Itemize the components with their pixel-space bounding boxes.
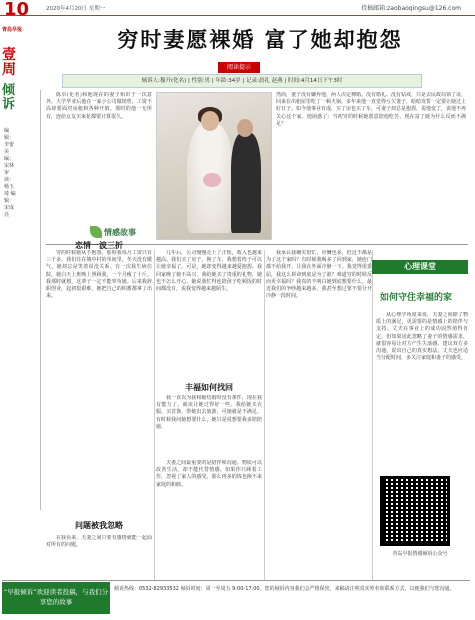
body-column-3 [266,250,372,550]
body-paragraph: 在我看来，夫妻之间只要有感情就能一起面对所有的问题。 [46,535,152,549]
heart-paragraph: 从心理学角度来说，夫妻之间除了物质上的满足，更需要的是情感上的陪伴与支持。丈夫在事业上的成功固然值得肯定，但如果因此忽略了妻子的情感需求，就很容易让对方产生失落感。建议双方多沟通，说出自己的真实想法，丈夫也应适当分配时间，多关注家庭和妻子的感受。 [376,312,468,362]
emotion-story-badge [90,226,152,238]
bottom-divider [2,580,470,581]
left-column [2,18,42,608]
heart-column [376,312,468,472]
qr-code[interactable] [380,476,450,546]
body-column-2c [156,460,262,555]
bottom-promo: “早报倾诉”欢迎读者投稿，与我们分享您的故事 [2,582,110,614]
section-subtitle: 倾诉 [2,83,16,112]
intro-column [46,92,152,222]
groom-head [237,119,253,137]
heading-story: 恋情一波三折 [75,241,123,250]
body-column-1 [46,250,152,510]
column-rule [372,250,373,580]
date-line: 2020年4月20日 星期一 [46,6,106,12]
body-paragraph: 几年后，公司慢慢走上了正轨，收入也越来越高。我们买了房子，换了车，我想着终于可以让她享福了。可是，她却变得越来越爱抱怨。我回家晚了她不高兴，我给她买了贵重的礼物，她也不怎么开心。她说我忙得连陪孩子吃顿饭的时间都没有，说我变得越来越陌生。 [156,250,262,293]
wedding-photo [156,92,272,240]
column-rule [264,250,265,580]
bouquet-icon [203,173,221,187]
body-paragraph: 我承认我确实很忙，应酬也多，但这不都是为了这个家吗？有时候我喝多了回到家，她连门都不给我开，让我在外面冷静一下。我觉得很委屈，我这么拼命到底是为了谁？难道穷的时候反而更幸福吗？我真的不明白她到底想要什么。最近我们的争吵越来越多，我甚至想过要不要分开冷静一段时间。 [266,250,372,300]
emotion-story-label: 情感故事 [104,228,136,237]
bride-head [201,111,219,131]
lead-text [276,92,466,240]
article-infobar: 倾诉人:穆升(化名) | 性别:男 | 年龄:34岁 | 记录:晨礼 赵燕 | 时间:4月14日下午3时 [62,74,422,88]
page-number: 10 [4,0,30,20]
page-header [0,0,475,20]
heading-problem: 问题被我忽略 [75,521,123,530]
body-paragraph: 夫妻之间最重要的是陪伴和沟通。物质可以改善生活，却不能代替情感。如果你只顾着工作，忽视了家人的感受，那么再多的钱也换不来家庭的和睦。 [156,460,262,488]
body-column-1b [46,535,152,585]
staff-credits: 编辑：李蕾 美编：宋林 审读：杨玉琦 编辑：宋成亮 [4,128,16,218]
article-headline: 穷时妻愿裸婚 富了她却抱怨 [117,28,403,52]
left-divider [40,90,41,510]
body-paragraph: 穷的时候她从不抱怨，那时我每月工资只有三千多，我们住在城中村的单间里，冬天没有暖气，她却总是笑着说没关系。有一次我生病住院，她白天上班晚上照顾我，一个月瘦了十斤。我那时就想，这辈子一定不能辜负她。后来我辞职创业，起初很艰难，她把自己的积蓄都拿了出来。 [46,250,152,300]
bottom-notice: 倾诉热线：0532-82933532 倾诉时间：周一至周五 9:00-17:00。您的倾诉内容我们会严格保密，来稿请注明真实姓名和联系方式，以便我们与您沟通。 [114,586,455,592]
submission-email: 投稿邮箱:zaobaoqingsu@126.com [361,5,461,12]
brand-name: 青岛早报 [2,27,23,33]
lead-paragraph: 然而，妻子没有嫌弃他，两人决定裸婚。没有婚礼、没有钻戒，只是去民政局领了证，回来在出租屋里吃了一顿火锅。多年来他一直觉得亏欠妻子，暗暗发誓一定要让她过上好日子。如今他事业有成，买了房也买了车，可妻子却总是抱怨，说他变了，说他不再关心这个家。他困惑了：当初穷的时候她愿意陪他吃苦，现在富了她为什么反而不满足？ [276,92,466,127]
column-rule [154,250,155,580]
groom-figure [231,133,261,233]
qr-caption: 青岛早报情感倾诉公众号 [392,551,448,557]
heart-class-banner: 心理课堂 [372,260,468,274]
heading-heart: 如何守住幸福的家 [380,293,453,303]
section-title: 壹周 [2,47,16,78]
read-tip-badge: 阅读提示 [218,62,260,73]
body-paragraph: 我一直以为我和她结婚时没有条件，现在我有能力了，就该让她过得好一些。我给她买衣服、买首饰，带她出去旅游，可她就是不满足。有时候我问她想要什么，她只是说想要我多陪陪她。 [156,395,262,430]
heading-change: 丰福如何找回 [185,383,233,392]
leaf-icon [90,226,102,238]
intro-paragraph: 陈卓(化名)和他现在的妻子相识于一次意外。大学毕业后他在一家小公司做销售，工资不高却要面对房租和各种开销。那时的他一无所有，连给女友买束花都要计算很久。 [46,92,152,120]
